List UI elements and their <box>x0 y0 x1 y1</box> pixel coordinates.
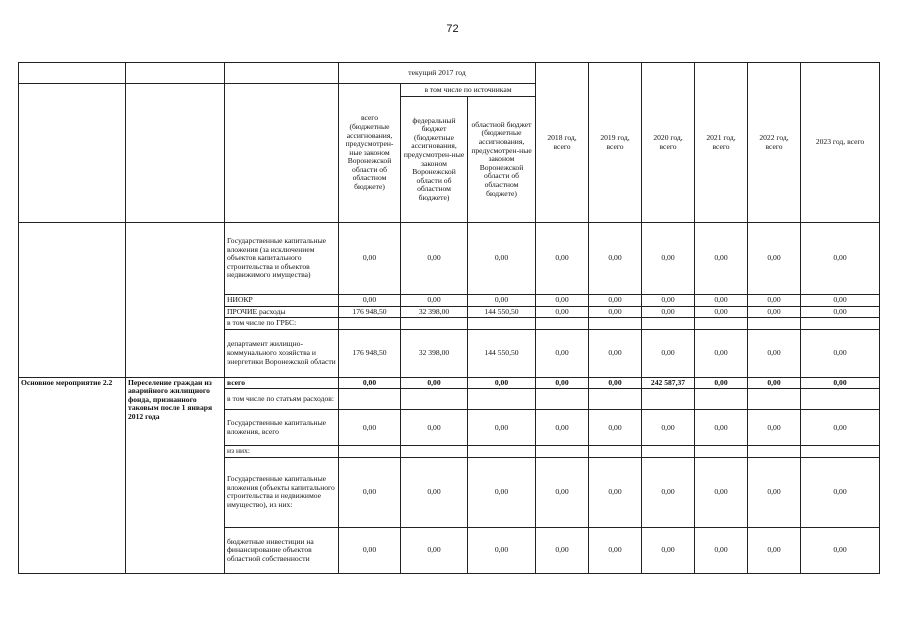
cell-value: 0,00 <box>801 223 880 295</box>
cell-value <box>468 446 536 458</box>
cell-value: 0,00 <box>801 457 880 527</box>
cell-value <box>401 446 468 458</box>
row-label: бюджетные инвестиции на финансирование объектов областной собственности <box>225 527 339 573</box>
cell-value: 144 550,50 <box>468 329 536 377</box>
page-number: 72 <box>446 23 459 35</box>
row-label: Государственные капитальные вложения (за исключением объектов капитального строительства и объектов недвижимого имущества) <box>225 223 339 295</box>
cell-value: 0,00 <box>589 377 642 389</box>
cell-value: 0,00 <box>339 410 401 446</box>
row-label: в том числе по ГРБС: <box>225 318 339 330</box>
empty-cell <box>19 318 126 330</box>
header-2018: 2018 год, всего <box>536 63 589 223</box>
cell-value <box>642 318 695 330</box>
cell-value <box>536 446 589 458</box>
header-2021: 2021 год, всего <box>695 63 748 223</box>
cell-value: 0,00 <box>339 457 401 527</box>
cell-value: 0,00 <box>695 306 748 318</box>
cell-value: 0,00 <box>748 306 801 318</box>
cell-value: 0,00 <box>748 457 801 527</box>
cell-value: 0,00 <box>801 527 880 573</box>
cell-value: 144 550,50 <box>468 306 536 318</box>
header-2020: 2020 год, всего <box>642 63 695 223</box>
table-row <box>19 295 880 307</box>
cell-value: 32 398,00 <box>401 306 468 318</box>
cell-value <box>801 389 880 410</box>
header-2023: 2023 год, всего <box>801 63 880 223</box>
header-row-1 <box>19 63 880 84</box>
cell-value: 0,00 <box>642 306 695 318</box>
cell-value: 0,00 <box>695 329 748 377</box>
cell-value: 0,00 <box>589 295 642 307</box>
cell-value: 0,00 <box>695 377 748 389</box>
cell-value: 0,00 <box>468 457 536 527</box>
cell-value <box>339 318 401 330</box>
cell-value <box>468 389 536 410</box>
empty-cell <box>19 223 126 295</box>
header-current-year: текущий 2017 год <box>339 63 536 84</box>
cell-value: 0,00 <box>801 377 880 389</box>
cell-value: 0,00 <box>536 306 589 318</box>
cell-value <box>748 389 801 410</box>
cell-value: 0,00 <box>642 410 695 446</box>
cell-value <box>536 389 589 410</box>
cell-value: 0,00 <box>401 410 468 446</box>
header-blank <box>225 84 339 223</box>
cell-value: 0,00 <box>589 223 642 295</box>
cell-value: 0,00 <box>468 295 536 307</box>
cell-value: 0,00 <box>642 329 695 377</box>
header-federal: федеральный бюджет (бюджетные ассигнования, предусмотрен-ные законом Воронежской области об областном бюджете) <box>401 97 468 223</box>
cell-value <box>801 318 880 330</box>
measure-name: Переселение граждан из аварийного жилищного фонда, признанного таковым после 1 января 2012 года <box>126 377 225 573</box>
cell-value: 0,00 <box>468 377 536 389</box>
cell-value <box>695 318 748 330</box>
row-label: в том числе по статьям расходов: <box>225 389 339 410</box>
cell-value: 0,00 <box>468 410 536 446</box>
row-label: НИОКР <box>225 295 339 307</box>
budget-table <box>18 62 880 574</box>
cell-value <box>801 446 880 458</box>
cell-value: 0,00 <box>642 223 695 295</box>
cell-value: 0,00 <box>589 306 642 318</box>
cell-value: 0,00 <box>801 306 880 318</box>
cell-value <box>468 318 536 330</box>
table-row <box>19 223 880 295</box>
cell-value: 0,00 <box>401 527 468 573</box>
cell-value <box>536 318 589 330</box>
cell-value: 0,00 <box>695 457 748 527</box>
cell-value <box>401 389 468 410</box>
cell-value: 0,00 <box>401 223 468 295</box>
row-label: Государственные капитальные вложения (объекты капитального строительства и недвижимое имущество), из них: <box>225 457 339 527</box>
cell-value: 0,00 <box>801 295 880 307</box>
empty-cell <box>126 295 225 307</box>
cell-value <box>748 318 801 330</box>
cell-value <box>695 389 748 410</box>
cell-value: 0,00 <box>339 527 401 573</box>
cell-value <box>339 389 401 410</box>
cell-value <box>589 389 642 410</box>
cell-value: 242 587,37 <box>642 377 695 389</box>
header-blank <box>225 63 339 84</box>
cell-value: 0,00 <box>468 223 536 295</box>
cell-value <box>695 446 748 458</box>
header-regional: областной бюджет (бюджетные ассигнования, предусмотрен-ные законом Воронежской области об областном бюджете) <box>468 97 536 223</box>
cell-value: 0,00 <box>536 457 589 527</box>
row-label: всего <box>225 377 339 389</box>
cell-value <box>339 446 401 458</box>
empty-cell <box>126 318 225 330</box>
cell-value: 0,00 <box>589 410 642 446</box>
header-total: всего (бюджетные ассигнования, предусмотрен-ные законом Воронежской области об областном бюджете) <box>339 84 401 223</box>
cell-value: 0,00 <box>589 329 642 377</box>
cell-value: 0,00 <box>642 527 695 573</box>
header-blank <box>126 84 225 223</box>
header-2022: 2022 год, всего <box>748 63 801 223</box>
cell-value: 0,00 <box>589 527 642 573</box>
cell-value: 0,00 <box>536 223 589 295</box>
cell-value <box>642 446 695 458</box>
cell-value: 0,00 <box>536 377 589 389</box>
cell-value: 32 398,00 <box>401 329 468 377</box>
cell-value: 0,00 <box>536 295 589 307</box>
cell-value: 0,00 <box>642 295 695 307</box>
cell-value: 0,00 <box>748 329 801 377</box>
empty-cell <box>19 295 126 307</box>
cell-value: 0,00 <box>468 527 536 573</box>
cell-value <box>748 446 801 458</box>
table-row <box>19 377 880 389</box>
cell-value: 0,00 <box>339 295 401 307</box>
cell-value: 0,00 <box>748 223 801 295</box>
cell-value: 176 948,50 <box>339 306 401 318</box>
cell-value: 0,00 <box>642 457 695 527</box>
row-label: Государственные капитальные вложения, всего <box>225 410 339 446</box>
cell-value: 0,00 <box>536 410 589 446</box>
cell-value <box>401 318 468 330</box>
cell-value: 0,00 <box>339 377 401 389</box>
cell-value: 0,00 <box>748 377 801 389</box>
cell-value: 176 948,50 <box>339 329 401 377</box>
cell-value <box>589 318 642 330</box>
cell-value: 0,00 <box>589 457 642 527</box>
header-blank <box>19 63 126 84</box>
cell-value: 0,00 <box>536 527 589 573</box>
cell-value <box>589 446 642 458</box>
empty-cell <box>126 329 225 377</box>
measure-title: Основное мероприятие 2.2 <box>19 377 126 573</box>
table-row <box>19 318 880 330</box>
cell-value: 0,00 <box>401 457 468 527</box>
cell-value: 0,00 <box>801 329 880 377</box>
cell-value: 0,00 <box>695 223 748 295</box>
cell-value: 0,00 <box>695 295 748 307</box>
empty-cell <box>126 306 225 318</box>
cell-value: 0,00 <box>748 410 801 446</box>
cell-value: 0,00 <box>748 295 801 307</box>
cell-value: 0,00 <box>401 295 468 307</box>
empty-cell <box>19 306 126 318</box>
cell-value: 0,00 <box>339 223 401 295</box>
cell-value: 0,00 <box>401 377 468 389</box>
header-blank <box>19 84 126 223</box>
cell-value <box>642 389 695 410</box>
empty-cell <box>126 223 225 295</box>
cell-value: 0,00 <box>536 329 589 377</box>
cell-value: 0,00 <box>801 410 880 446</box>
row-label: из них: <box>225 446 339 458</box>
header-blank <box>126 63 225 84</box>
row-label: ПРОЧИЕ расходы <box>225 306 339 318</box>
cell-value: 0,00 <box>695 410 748 446</box>
cell-value: 0,00 <box>695 527 748 573</box>
empty-cell <box>19 329 126 377</box>
table-row <box>19 306 880 318</box>
header-2019: 2019 год, всего <box>589 63 642 223</box>
table-row <box>19 329 880 377</box>
header-by-sources: в том числе по источникам <box>401 84 536 97</box>
cell-value: 0,00 <box>748 527 801 573</box>
row-label: департамент жилищно-коммунального хозяйства и энергетики Воронежской области <box>225 329 339 377</box>
